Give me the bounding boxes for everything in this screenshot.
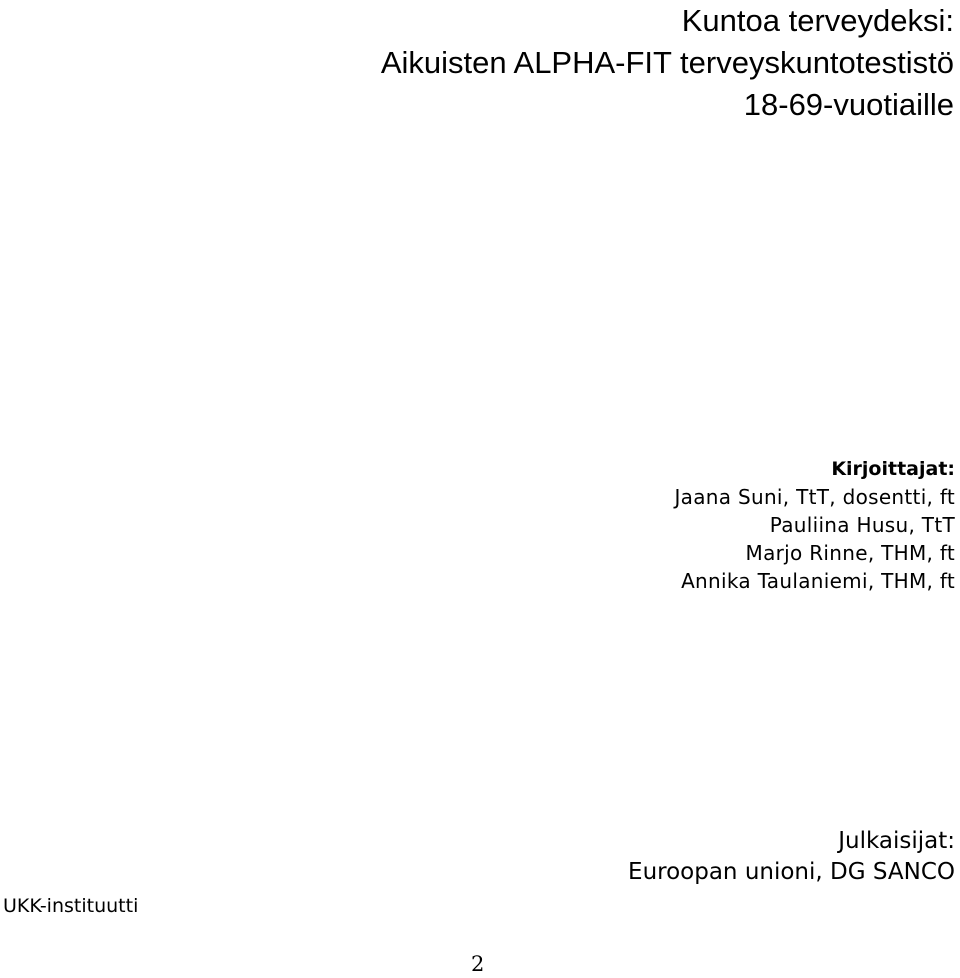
author-name: Jaana Suni, TtT, dosentti, ft: [674, 485, 955, 509]
publishers-heading: Julkaisijat:: [838, 828, 955, 854]
author-name: Pauliina Husu, TtT: [769, 513, 955, 537]
page-number: 2: [471, 952, 485, 976]
authors-block: [674, 455, 955, 595]
publishers-block: [628, 826, 955, 888]
author-name: Marjo Rinne, THM, ft: [745, 541, 955, 565]
institute-name: UKK-instituutti: [3, 895, 139, 917]
title-line-3: 18-69-vuotiaille: [743, 87, 954, 122]
author-name: Annika Taulaniemi, THM, ft: [681, 569, 955, 593]
title-line-2: Aikuisten ALPHA-FIT terveyskuntotestistö: [380, 45, 954, 80]
publisher-name: Euroopan unioni, DG SANCO: [628, 859, 955, 885]
authors-heading: Kirjoittajat:: [831, 458, 955, 480]
document-title: [381, 0, 954, 126]
title-line-1: Kuntoa terveydeksi:: [681, 3, 954, 38]
